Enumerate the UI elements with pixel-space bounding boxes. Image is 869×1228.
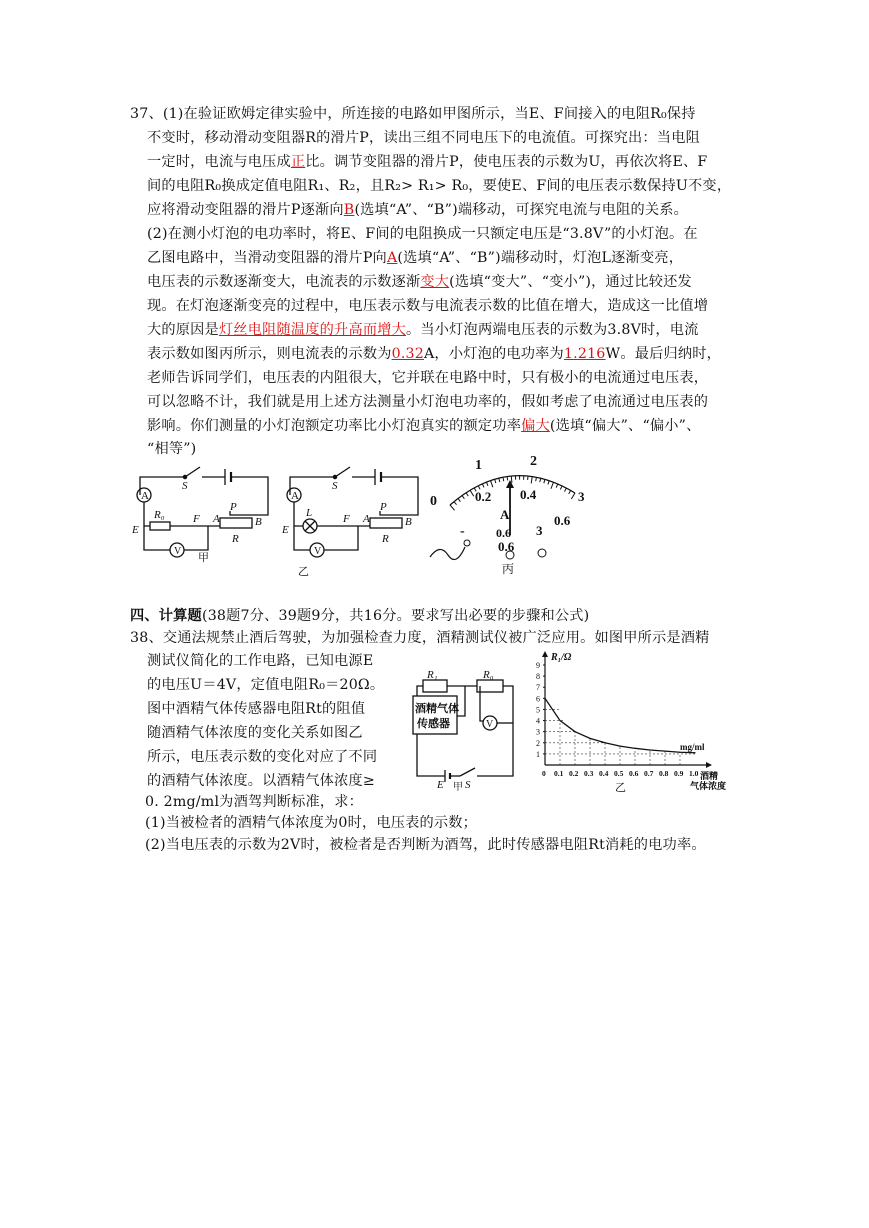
q38-r0-label: R₀ — [483, 669, 494, 681]
x-tick-label: 0 — [542, 769, 546, 778]
q38-sensor-label-1: 酒精气体 — [415, 703, 459, 715]
q37-line — [147, 249, 683, 268]
data-point — [574, 731, 575, 732]
q37-line — [147, 129, 700, 148]
jia-ammeter-label: A — [141, 490, 149, 502]
data-point — [544, 698, 545, 699]
section-4-heading — [130, 607, 589, 626]
data-point — [604, 742, 605, 743]
jia-b-label: B — [255, 516, 262, 528]
text-segment: (选填“变大”、“变小”)，通过比较还发 — [449, 274, 692, 290]
dial-tick — [454, 502, 457, 505]
jia-f-label: F — [193, 513, 200, 525]
x-axis-label: 酒精气体浓度 — [690, 771, 727, 791]
text-segment: “相等”) — [147, 441, 197, 457]
alcohol-sensor-chart — [530, 650, 745, 795]
text-segment: (选填“A”、“B”)端移动，可探究电流与电阻的关系。 — [354, 202, 689, 218]
dial-mid-06: 0.6 — [554, 513, 571, 528]
unit-label: mg/ml — [680, 742, 705, 752]
dial-terminal-3: 3 — [536, 523, 543, 538]
dial-top-1: 1 — [475, 458, 482, 473]
q38-sub2: (2)当电压表的示数为2V时，被检者是否判断为酒驾，此时传感器电阻Rt消耗的电功率。 — [145, 837, 706, 853]
y-tick-label: 7 — [536, 683, 540, 693]
circuit-yi — [281, 467, 418, 578]
chart-figure-label: 乙 — [615, 782, 626, 794]
q37-line — [130, 105, 696, 124]
y-axis-label: R₁/Ω — [551, 652, 572, 663]
dial-tick — [544, 479, 545, 483]
answer-blank: B — [343, 202, 355, 218]
q37-line — [147, 273, 692, 292]
data-point — [619, 746, 620, 747]
dial-tick — [548, 481, 549, 485]
dial-tick — [551, 482, 554, 489]
text-segment: (选填“A”、“B”)端移动时，灯泡L逐渐变亮， — [397, 250, 684, 266]
dial-tick — [495, 479, 496, 483]
bing-figure-label: 丙 — [502, 562, 515, 576]
jia-a-label: A — [213, 513, 220, 525]
x-tick-label: 1.0 — [689, 769, 699, 778]
q38-sub1: (1)当被检者的酒精气体浓度为0时，电压表的示数； — [145, 815, 478, 831]
q38-voltmeter-label: V — [486, 719, 494, 730]
x-tick-label: 0.5 — [614, 769, 624, 778]
y-tick-label: 1 — [536, 749, 540, 759]
dial-tick — [491, 481, 493, 488]
y-tick-label: 9 — [536, 661, 540, 670]
section-4-note: (38题7分、39题9分，共16分。要求写出必要的步骤和公式) — [201, 608, 590, 624]
y-axis-arrow — [542, 651, 548, 657]
q37-line — [147, 153, 707, 172]
text-segment: 不变时，移动滑动变阻器R的滑片P，读出三组不同电压下的电流值。可探究出：当电阻 — [147, 130, 700, 146]
q38-left-line: 的电压U＝4V，定值电阻R₀＝20Ω。 — [147, 677, 385, 693]
text-segment: 大的原因是 — [147, 322, 219, 338]
y-tick-label: 6 — [536, 694, 540, 704]
q38-left-line: 测试仪简化的工作电路，已知电源E — [147, 653, 374, 669]
yi-e-label: E — [282, 524, 289, 536]
dial-terminal-minus: - — [460, 524, 465, 539]
x-axis-arrow — [706, 762, 712, 768]
q37-line — [147, 321, 699, 340]
q37-line — [147, 417, 701, 436]
q38-line0: 38、交通法规禁止酒后驾驶，为加强检查力度，酒精测试仪被广泛应用。如图甲所示是酒精 — [130, 630, 710, 646]
dial-tick — [499, 478, 500, 482]
text-segment: 37、(1)在验证欧姆定律实验中，所连接的电路如甲图所示，当E、F间接入的电阻R₀保持 — [130, 106, 696, 122]
dial-tick — [503, 477, 504, 481]
text-segment: 一定时，电流与电压成 — [147, 154, 291, 170]
jia-p-label: P — [230, 501, 237, 513]
q38-left-line: 随酒精气体浓度的变化关系如图乙 — [147, 725, 363, 741]
q37-figures — [130, 455, 620, 580]
ammeter-dial-bing — [430, 455, 585, 576]
yi-switch-label: S — [332, 480, 338, 492]
q38-left-line: 所示，电压表示数的变化对应了不同 — [147, 749, 378, 765]
x-tick-label: 0.8 — [659, 769, 669, 778]
dial-tick — [536, 477, 537, 481]
text-segment: 比。调节变阻器的滑片P，使电压表的示数为U，再依次将E、F — [305, 154, 708, 170]
q38-left-line: 的酒精气体浓度。以酒精气体浓度≥ — [147, 773, 375, 789]
data-point — [649, 749, 650, 750]
jia-voltmeter-label: V — [174, 546, 182, 557]
answer-blank: 正 — [290, 154, 306, 170]
x-tick-label: 0.6 — [629, 769, 639, 778]
answer-blank: A — [386, 250, 398, 266]
dial-tick — [511, 476, 512, 483]
q37-line — [147, 297, 708, 316]
answer-blank: 变大 — [420, 274, 450, 290]
dial-unit: A — [500, 507, 510, 522]
text-segment: 。当小灯泡两端电压表的示数为3.8V时，电流 — [406, 322, 699, 338]
dial-top-2: 2 — [530, 455, 537, 469]
x-tick-label: 0.9 — [674, 769, 684, 778]
yi-f-label: F — [343, 513, 350, 525]
q38-e-label: E — [437, 779, 444, 791]
yi-p-label: P — [380, 501, 387, 513]
dial-tick — [560, 486, 562, 490]
dial-mid-0: 0 — [430, 494, 437, 509]
dial-tick — [564, 488, 566, 492]
answer-blank: 偏大 — [521, 418, 550, 434]
data-point — [664, 751, 665, 752]
yi-r-label: R — [382, 533, 389, 545]
q38-s-label: S — [465, 779, 471, 791]
q38-circuit — [405, 666, 525, 791]
yi-ammeter-label: A — [291, 490, 299, 502]
y-tick-label: 8 — [536, 672, 540, 682]
dial-tick — [450, 505, 455, 510]
q37-line — [147, 225, 698, 244]
dial-bottom-06: 0.6 — [498, 539, 515, 554]
dial-tick — [507, 477, 508, 481]
text-segment: 应将滑动变阻器的滑片P逐渐向 — [147, 202, 344, 218]
dial-mid-02: 0.2 — [475, 489, 492, 504]
text-segment: 影响。你们测量的小灯泡额定功率比小灯泡真实的额定功率 — [147, 418, 522, 434]
q38-left-line: 图中酒精气体传感器电阻Rt的阻值 — [147, 701, 366, 717]
sensor-resistance-curve — [545, 698, 695, 752]
q38-sensor-label-2: 传感器 — [417, 718, 450, 730]
jia-figure-label: 甲 — [198, 552, 209, 564]
yi-voltmeter-label: V — [314, 546, 322, 557]
jia-e-label: E — [132, 524, 139, 536]
dial-tick — [531, 477, 532, 484]
text-segment: 可以忽略不计，我们就是用上述方法测量小灯泡电功率的，假如考虑了电流通过电压表的 — [147, 394, 709, 410]
y-tick-label: 2 — [536, 738, 540, 748]
dial-tick — [569, 490, 571, 493]
data-point — [694, 752, 695, 753]
answer-blank: 0.32 — [391, 346, 424, 362]
answer-blank: 1.216 — [563, 346, 606, 362]
dial-mid-3: 3 — [578, 489, 585, 504]
x-tick-label: 0.4 — [599, 769, 609, 778]
q37-line — [147, 177, 731, 196]
text-segment: (2)在测小灯泡的电功率时，将E、F间的电阻换成一只额定电压是“3.8V”的小灯泡。在 — [147, 226, 698, 242]
y-tick-label: 3 — [536, 727, 540, 737]
text-segment: (选填“偏大”、“偏小”、 — [549, 418, 701, 434]
text-segment: 间的电阻R₀换成定值电阻R₁、R₂，且R₂> R₁> R₀，要使E、F间的电压表示数保持U不变， — [147, 178, 732, 194]
text-segment: 现。在灯泡逐渐变亮的过程中，电压表示数与电流表示数的比值在增大，造成这一比值增 — [147, 298, 709, 314]
jia-r0-label: R₀ — [154, 509, 165, 521]
yi-b-label: B — [405, 516, 412, 528]
text-segment: 乙图电路中，当滑动变阻器的滑片P向 — [147, 250, 387, 266]
q37-line — [147, 393, 708, 412]
q38-left-line: 0. 2mg/ml为酒驾判断标准，求： — [145, 794, 364, 810]
dial-tick — [458, 498, 460, 501]
text-segment: W。最后归纳时， — [605, 346, 722, 362]
dial-terminal-06: 0.6 — [496, 526, 511, 540]
dial-tick — [571, 493, 575, 499]
jia-switch-label: S — [182, 480, 188, 492]
dial-tick — [462, 496, 464, 499]
data-point — [634, 748, 635, 749]
text-segment: 表示数如图丙所示，则电流表的示数为 — [147, 346, 392, 362]
dial-tick — [482, 484, 484, 488]
data-point — [589, 738, 590, 739]
answer-blank: 灯丝电阻随温度的升高而增大 — [218, 322, 406, 338]
section-4-title: 四、计算题 — [130, 608, 202, 624]
y-tick-label: 5 — [536, 705, 540, 715]
y-tick-label: 4 — [536, 716, 540, 726]
q38-circuit-figure-label: 甲 — [453, 782, 463, 791]
dial-mid-04: 0.4 — [520, 487, 537, 502]
x-tick-label: 0.7 — [644, 769, 654, 778]
text-segment: 老师告诉同学们，电压表的内阻很大，它并联在电路中时，只有极小的电流通过电压表， — [147, 370, 709, 386]
dial-tick — [540, 478, 541, 482]
yi-lamp-label: L — [306, 507, 313, 519]
x-tick-label: 0.1 — [554, 769, 564, 778]
text-segment: 电压表的示数逐渐变大，电流表的示数逐渐 — [147, 274, 421, 290]
dial-tick — [466, 493, 468, 496]
dial-tick — [470, 490, 474, 496]
x-tick-label: 0.3 — [584, 769, 594, 778]
yi-figure-label: 乙 — [298, 566, 309, 578]
yi-a-label: A — [363, 513, 370, 525]
q37-line — [147, 201, 688, 220]
q37-line — [147, 345, 721, 364]
dial-tick — [556, 484, 558, 488]
dial-tick — [486, 482, 487, 486]
q37-line — [147, 369, 708, 388]
x-tick-label: 0.2 — [569, 769, 579, 778]
text-segment: A，小灯泡的电功率为 — [423, 346, 564, 362]
q38-r1-label: R₁ — [427, 669, 438, 681]
data-point — [559, 720, 560, 721]
jia-r-label: R — [232, 533, 239, 545]
